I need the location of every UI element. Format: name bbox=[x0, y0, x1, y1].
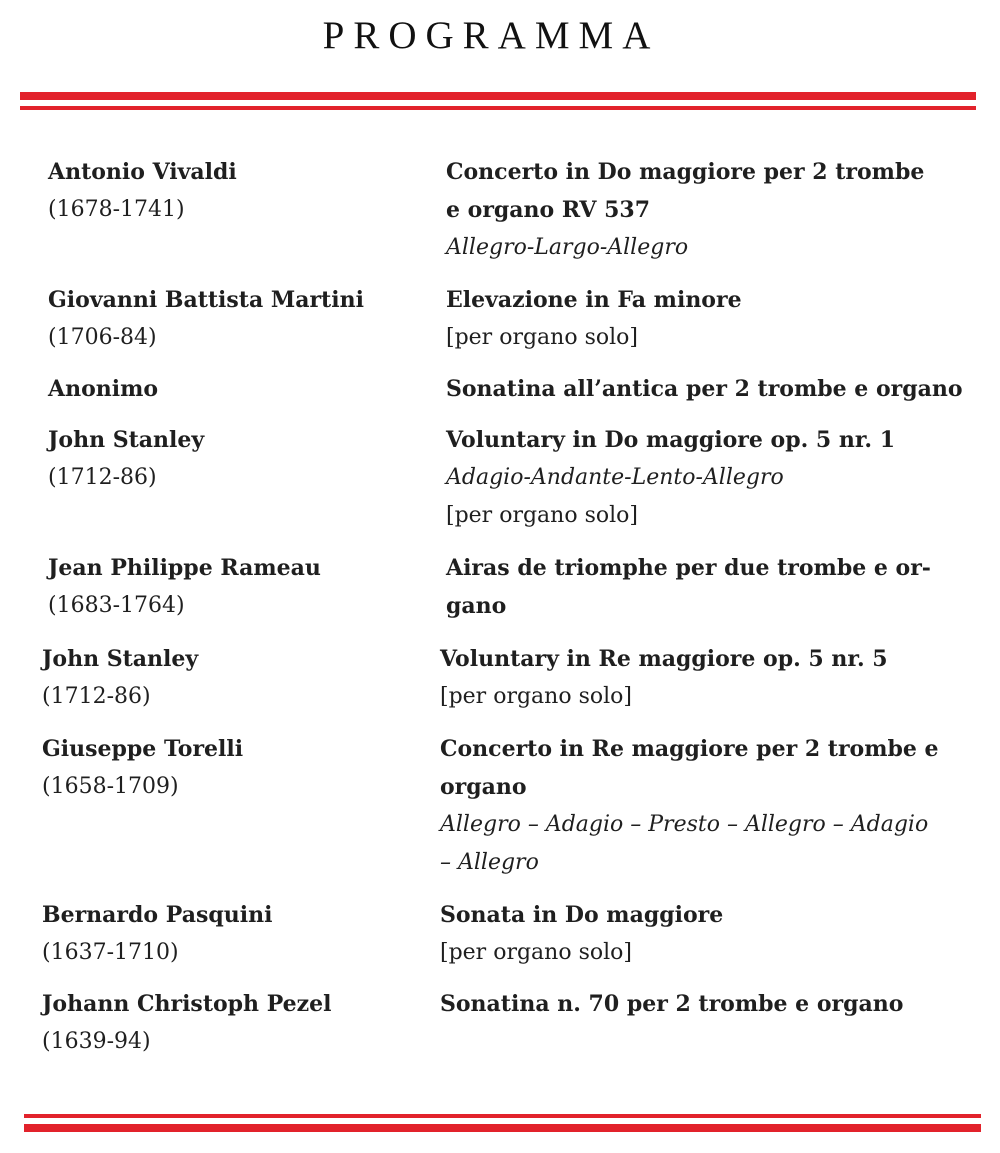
work-title-line: Sonatina n. 70 per 2 trombe e organo bbox=[440, 991, 904, 1017]
work-title-line: Sonatina all’antica per 2 trombe e organo bbox=[446, 376, 963, 402]
page-title: PROGRAMMA bbox=[322, 14, 660, 57]
work-note: [per organo solo] bbox=[446, 503, 638, 528]
composer-dates: (1658-1709) bbox=[42, 774, 179, 799]
work-note: [per organo solo] bbox=[440, 684, 632, 709]
bottom-rule-thin bbox=[24, 1114, 981, 1118]
work-block bbox=[446, 549, 986, 625]
composer-name: Anonimo bbox=[48, 376, 159, 402]
composer-block bbox=[42, 640, 432, 716]
work-block bbox=[446, 421, 986, 535]
composer-name: John Stanley bbox=[48, 427, 205, 453]
work-movements: Allegro-Largo-Allegro bbox=[446, 235, 689, 260]
work-title-line: Voluntary in Do maggiore op. 5 nr. 1 bbox=[446, 427, 896, 453]
composer-name: Antonio Vivaldi bbox=[48, 159, 237, 185]
composer-name: Jean Philippe Rameau bbox=[48, 555, 321, 581]
bottom-rule-thick bbox=[24, 1124, 981, 1132]
work-title-line: gano bbox=[446, 593, 507, 619]
composer-name: Giuseppe Torelli bbox=[42, 736, 244, 762]
composer-dates: (1712-86) bbox=[48, 465, 157, 490]
composer-block bbox=[42, 985, 432, 1061]
work-title-line: Sonata in Do maggiore bbox=[440, 902, 724, 928]
composer-name: Johann Christoph Pezel bbox=[42, 991, 332, 1017]
work-title-line: Concerto in Re maggiore per 2 trombe e bbox=[440, 736, 939, 762]
composer-dates: (1683-1764) bbox=[48, 593, 185, 618]
work-movements: Adagio-Andante-Lento-Allegro bbox=[446, 465, 784, 490]
work-title-line: Airas de triomphe per due trombe e or- bbox=[446, 555, 931, 581]
work-block bbox=[440, 896, 980, 972]
composer-dates: (1706-84) bbox=[48, 325, 157, 350]
work-note: [per organo solo] bbox=[446, 325, 638, 350]
work-note: [per organo solo] bbox=[440, 940, 632, 965]
top-rule-thin bbox=[20, 106, 976, 110]
work-block bbox=[446, 281, 986, 357]
composer-dates: (1678-1741) bbox=[48, 197, 185, 222]
composer-dates: (1637-1710) bbox=[42, 940, 179, 965]
work-title-line: Elevazione in Fa minore bbox=[446, 287, 742, 313]
work-movements: – Allegro bbox=[440, 850, 539, 875]
work-block bbox=[446, 370, 986, 408]
composer-block bbox=[48, 421, 438, 497]
work-movements: Allegro – Adagio – Presto – Allegro – Adagio bbox=[440, 812, 929, 837]
work-block bbox=[440, 985, 980, 1023]
composer-name: Bernardo Pasquini bbox=[42, 902, 273, 928]
composer-block bbox=[42, 730, 432, 806]
top-rule-thick bbox=[20, 92, 976, 100]
composer-block bbox=[48, 370, 438, 408]
work-title-line: Voluntary in Re maggiore op. 5 nr. 5 bbox=[440, 646, 888, 672]
composer-block bbox=[48, 153, 438, 229]
composer-block bbox=[48, 549, 438, 625]
work-block bbox=[440, 640, 980, 716]
composer-name: Giovanni Battista Martini bbox=[48, 287, 364, 313]
work-title-line: organo bbox=[440, 774, 527, 800]
work-title-line: Concerto in Do maggiore per 2 trombe bbox=[446, 159, 925, 185]
composer-dates: (1712-86) bbox=[42, 684, 151, 709]
composer-name: John Stanley bbox=[42, 646, 199, 672]
work-block bbox=[446, 153, 986, 267]
work-title-line: e organo RV 537 bbox=[446, 197, 651, 223]
composer-block bbox=[48, 281, 438, 357]
composer-dates: (1639-94) bbox=[42, 1029, 151, 1054]
composer-block bbox=[42, 896, 432, 972]
work-block bbox=[440, 730, 980, 882]
